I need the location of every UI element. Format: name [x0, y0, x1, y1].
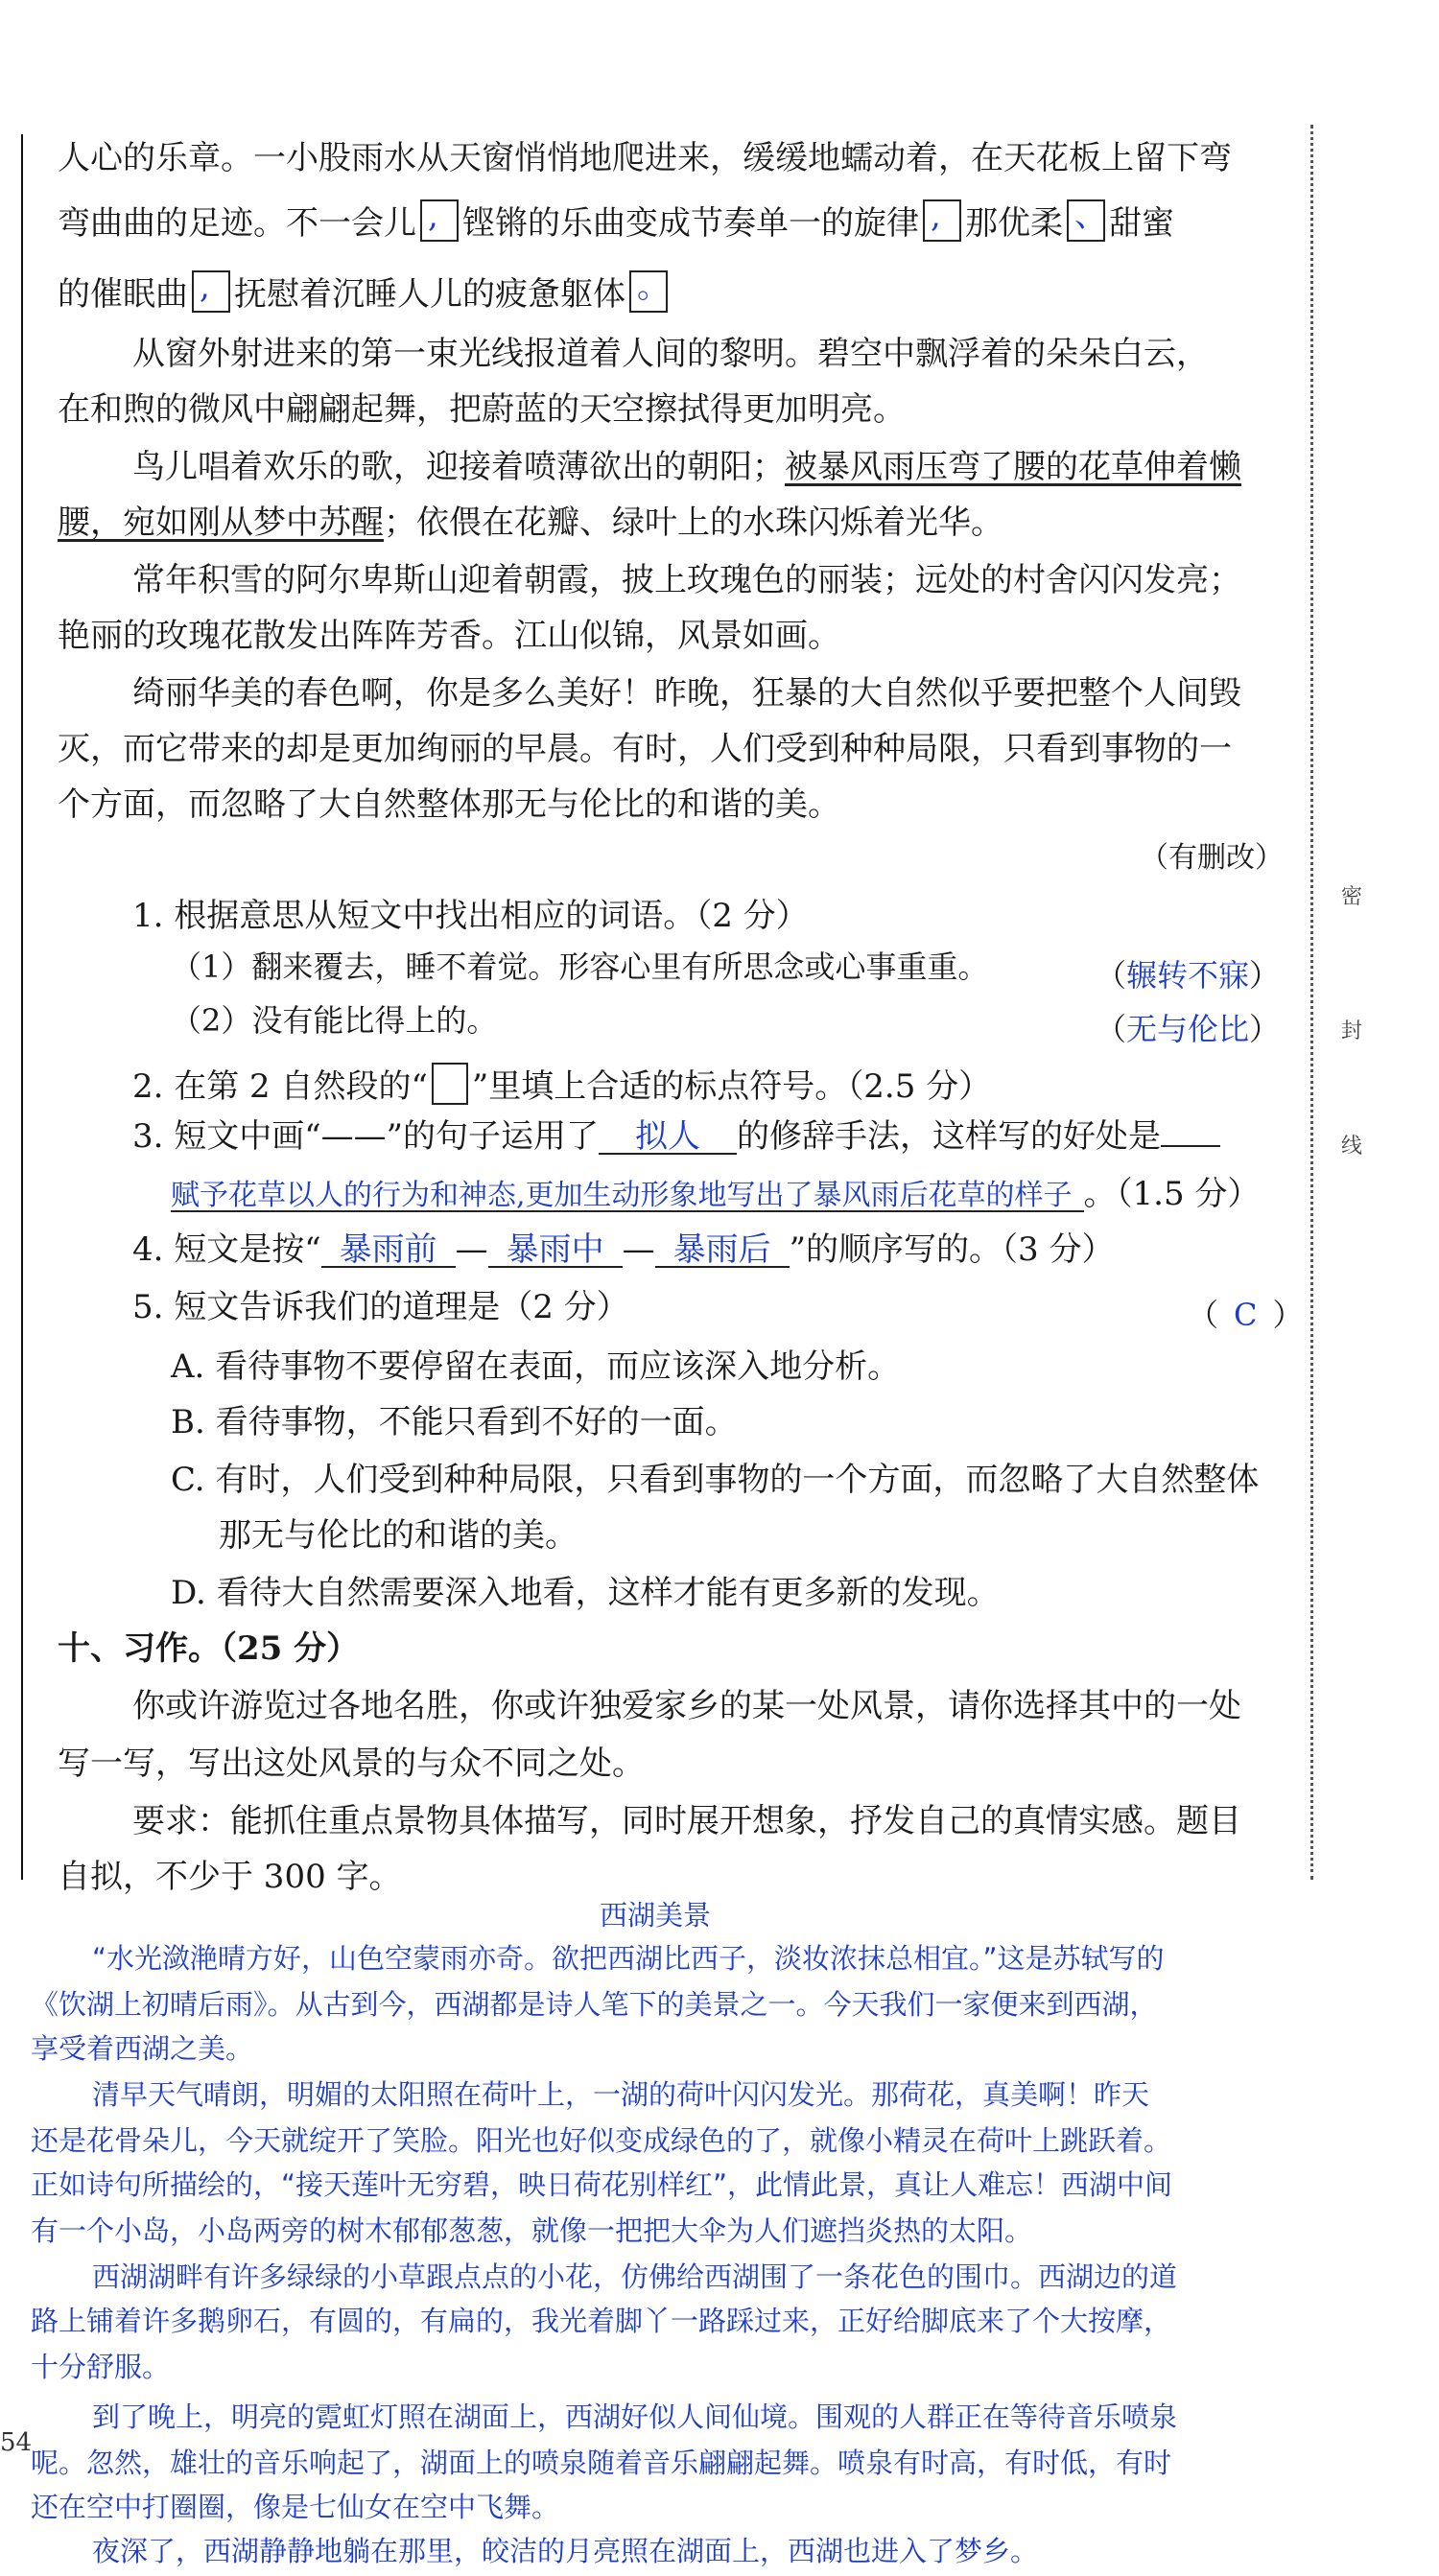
underlined-sentence: 腰，宛如刚从梦中苏醒	[58, 503, 384, 542]
passage-text: 那优柔	[965, 204, 1063, 243]
passage-text: ；依偎在花瓣、绿叶上的水珠闪烁着光华。	[384, 503, 1003, 542]
question-text: 3. 短文中画“——”的句子运用了	[132, 1117, 600, 1156]
question-4	[132, 1230, 1115, 1269]
question-2	[132, 1063, 991, 1105]
composition-requirements: 自拟，不少于 300 字。	[58, 1858, 402, 1896]
punctuation-box[interactable]	[923, 199, 961, 242]
essay-line: 享受着西湖之美。	[31, 2032, 254, 2065]
essay-line: 西湖湖畔有许多绿绿的小草跟点点的小花，仿佛给西湖围了一条花色的围巾。西湖边的道	[92, 2260, 1178, 2293]
essay-line: 清早天气晴朗，明媚的太阳照在荷叶上，一湖的荷叶闪闪发光。那荷花，真美啊！昨天	[92, 2078, 1150, 2111]
essay-line: 有一个小岛，小岛两旁的树木郁郁葱葱，就像一把把大伞为人们遮挡炎热的太阳。	[31, 2214, 1033, 2247]
question-text: ”里填上合适的标点符号。（2.5 分）	[471, 1067, 992, 1106]
punctuation-box[interactable]	[629, 270, 668, 313]
binding-char-feng: 封	[1341, 1019, 1363, 1043]
passage-text: 的催眠曲	[58, 275, 188, 314]
punctuation-box[interactable]	[192, 270, 230, 313]
passage-text: 铿锵的乐曲变成节奏单一的旋律	[462, 204, 919, 243]
handwritten-answer[interactable]: 辗转不寐	[1126, 957, 1250, 994]
question-1-1: （1）翻来覆去，睡不着觉。形容心里有所思念或心事重重。	[171, 948, 989, 985]
passage-line	[58, 503, 1003, 542]
handwritten-answer[interactable]: 暴雨后	[655, 1233, 790, 1268]
paren: ）	[1272, 1297, 1304, 1333]
passage-text: 甜蜜	[1109, 204, 1174, 243]
option-c-cont: 那无与伦比的和谐的美。	[219, 1516, 578, 1555]
paren: （	[1096, 1011, 1127, 1047]
box-answer: ,	[931, 197, 941, 235]
question-5: 5. 短文告诉我们的道理是（2 分）	[132, 1288, 629, 1326]
box-answer: ,	[428, 197, 438, 235]
option-c: C. 有时，人们受到种种局限，只看到事物的一个方面，而忽略了大自然整体	[171, 1461, 1260, 1499]
composition-prompt: 写一写，写出这处风景的与众不同之处。	[58, 1745, 645, 1783]
question-3	[132, 1117, 1220, 1156]
punctuation-box[interactable]	[420, 199, 459, 242]
answer-1-2	[1096, 1005, 1280, 1049]
passage-text: 抚慰着沉睡人儿的疲惫躯体	[234, 275, 625, 314]
dash: —	[455, 1230, 488, 1269]
essay-line: 《饮湖上初晴后雨》。从古到今，西湖都是诗人笔下的美景之一。今天我们一家便来到西湖，	[31, 1988, 1158, 2021]
empty-box	[432, 1063, 468, 1105]
answer-5	[1188, 1291, 1304, 1335]
binding-char-xian: 线	[1341, 1135, 1363, 1159]
handwritten-answer: 拟人	[635, 1117, 701, 1156]
question-text: 。（1.5 分）	[1083, 1175, 1261, 1213]
question-3-line2	[171, 1175, 1261, 1213]
question-1: 1. 根据意思从短文中找出相应的词语。（2 分）	[132, 897, 809, 935]
box-answer: 、	[1074, 197, 1107, 235]
handwritten-answer[interactable]: 无与伦比	[1126, 1011, 1250, 1047]
option-b: B. 看待事物，不能只看到不好的一面。	[171, 1403, 738, 1441]
passage-line: 绮丽华美的春色啊，你是多么美好！昨晚，狂暴的大自然似乎要把整个人间毁	[132, 674, 1241, 713]
question-text: ”的顺序写的。（3 分）	[789, 1230, 1115, 1269]
handwritten-answer[interactable]: 暴雨中	[488, 1233, 623, 1268]
question-text: 的修辞手法，这样写的好处是	[737, 1117, 1162, 1156]
underlined-sentence: 被暴风雨压弯了腰的花草伸着懒	[785, 448, 1241, 486]
answer-1-1	[1096, 951, 1280, 995]
left-margin-rule	[21, 134, 23, 1880]
composition-prompt: 你或许游览过各地名胜，你或许独爱家乡的某一处风景，请你选择其中的一处	[132, 1687, 1241, 1725]
passage-line: 人心的乐章。一小股雨水从天窗悄悄地爬进来，缓缓地蠕动着，在天花板上留下弯	[58, 139, 1232, 177]
passage-line	[58, 199, 1174, 242]
passage-line: 从窗外射进来的第一束光线报道着人间的黎明。碧空中飘浮着的朵朵白云，	[132, 335, 1209, 373]
essay-line: 到了晚上，明亮的霓虹灯照在湖面上，西湖好似人间仙境。围观的人群正在等待音乐喷泉	[92, 2400, 1178, 2433]
answer-blank[interactable]	[1161, 1145, 1220, 1147]
page-number: 54	[0, 2428, 33, 2457]
essay-line: 十分舒服。	[31, 2351, 171, 2383]
handwritten-answer[interactable]: C	[1234, 1297, 1258, 1333]
answer-blank[interactable]	[599, 1117, 737, 1156]
essay-title: 西湖美景	[599, 1899, 711, 1932]
passage-text: 弯曲曲的足迹。不一会儿	[58, 204, 416, 243]
option-d: D. 看待大自然需要深入地看，这样才能有更多新的发现。	[171, 1574, 1000, 1612]
box-answer: ,	[200, 268, 210, 306]
essay-line: 夜深了，西湖静静地躺在那里，皎洁的月亮照在湖面上，西湖也进入了梦乡。	[92, 2535, 1039, 2567]
paren: （	[1188, 1297, 1219, 1333]
dash: —	[622, 1230, 655, 1269]
handwritten-answer[interactable]: 暴雨前	[321, 1233, 456, 1268]
essay-line: 路上铺着许多鹅卵石，有圆的，有扁的，我光着脚丫一路踩过来，正好给脚底来了个大按摩，	[31, 2305, 1172, 2337]
passage-line: 艳丽的玫瑰花散发出阵阵芳香。江山似锦，风景如画。	[58, 617, 840, 655]
paren: ）	[1249, 957, 1281, 994]
question-1-2: （2）没有能比得上的。	[171, 1002, 498, 1039]
source-note: （有删改）	[1140, 841, 1284, 875]
passage-line: 在和煦的微风中翩翩起舞，把蔚蓝的天空擦拭得更加明亮。	[58, 390, 906, 429]
binding-char-mi: 密	[1341, 885, 1363, 909]
paren: （	[1096, 957, 1127, 994]
essay-line: 呢。忽然，雄壮的音乐响起了，湖面上的喷泉随着音乐翩翩起舞。喷泉有时高，有时低，有时	[31, 2447, 1172, 2479]
passage-line: 灭，而它带来的却是更加绚丽的早晨。有时，人们受到种种局限，只看到事物的一	[58, 730, 1232, 768]
essay-line: 还是花骨朵儿，今天就绽开了笑脸。阳光也好似变成绿色的了，就像小精灵在荷叶上跳跃着。	[31, 2124, 1172, 2157]
passage-line: 个方面，而忽略了大自然整体那无与伦比的和谐的美。	[58, 785, 840, 824]
question-text: 2. 在第 2 自然段的“	[132, 1067, 428, 1106]
binding-line	[1310, 125, 1313, 1880]
paren: ）	[1249, 1011, 1281, 1047]
composition-requirements: 要求：能抓住重点景物具体描写，同时展开想象，抒发自己的真情实感。题目	[132, 1802, 1241, 1840]
essay-line: 正如诗句所描绘的，“接天莲叶无穷碧，映日荷花别样红”，此情此景，真让人难忘！西湖中间	[31, 2168, 1173, 2201]
question-text: 4. 短文是按“	[132, 1230, 321, 1269]
passage-line	[58, 270, 672, 313]
box-answer: 。	[637, 268, 670, 306]
essay-line: 还在空中打圈圈，像是七仙女在空中飞舞。	[31, 2491, 560, 2523]
composition-heading: 十、习作。（25 分）	[58, 1629, 360, 1668]
passage-line: 常年积雪的阿尔卑斯山迎着朝霞，披上玫瑰色的丽装；远处的村舍闪闪发亮；	[132, 561, 1241, 599]
passage-line	[132, 448, 1241, 486]
passage-text: 鸟儿唱着欢乐的歌，迎接着喷薄欲出的朝阳；	[132, 448, 785, 486]
essay-line: “水光潋滟晴方好，山色空蒙雨亦奇。欲把西湖比西子，淡妆浓抹总相宜。”这是苏轼写的	[92, 1942, 1165, 1975]
punctuation-box[interactable]	[1067, 199, 1105, 242]
option-a: A. 看待事物不要停留在表面，而应该深入地分析。	[171, 1347, 901, 1386]
handwritten-answer[interactable]: 赋予花草以人的行为和神态,更加生动形象地写出了暴风雨后花草的样子	[171, 1182, 1084, 1212]
